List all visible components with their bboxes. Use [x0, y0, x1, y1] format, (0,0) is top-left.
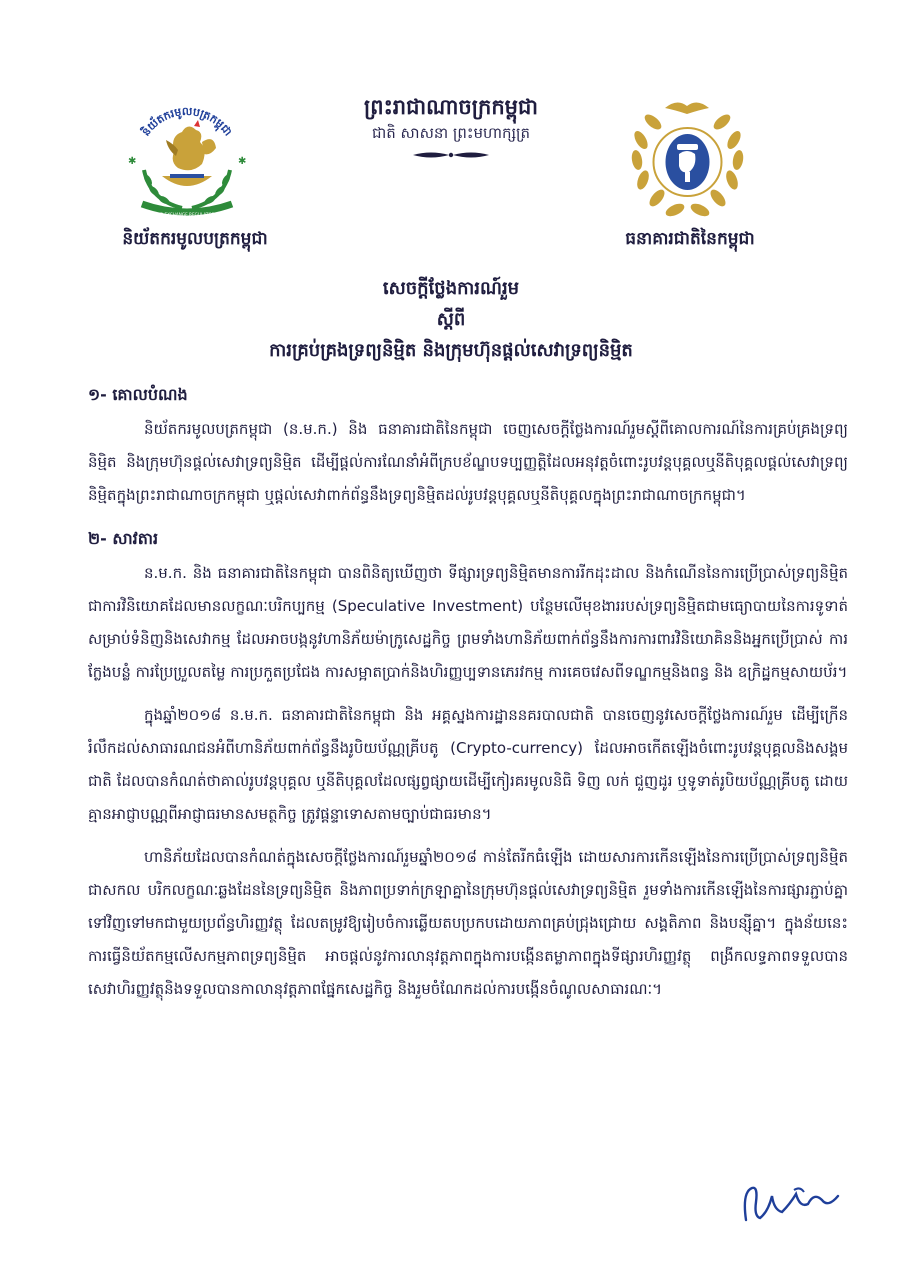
document-title — [100, 272, 802, 368]
left-logo-ring-text: និយ័តករមូលបត្រកម្ពុជា — [139, 104, 235, 139]
section-1-paragraph: និយ័តករមូលបត្រកម្ពុជា (ន.ម.ក.) និង ធនាគារជាតិនៃកម្ពុជា ចេញសេចក្តីថ្លែងការណ៍រួមស្តីពីគោលការណ៍នៃការគ្រប់គ្រងទ្រព្យនិម្មិត និងក្រុមហ៊ុនផ្តល់សេវាទ្រព្យនិម្មិត ដើម្បីផ្តល់ការណែនាំអំពីក្របខ័ណ្ឌបទប្បញ្ញត្តិដែលអនុវត្តចំពោះរូបវន្តបុគ្គលឬនីតិបុគ្គលផ្តល់សេវាទ្រព្យនិម្មិតក្នុងព្រះរាជាណាចក្រកម្ពុជា ឬផ្តល់សេវាពាក់ព័ន្ធនឹងទ្រព្យនិម្មិតដល់រូបវន្តបុគ្គលឬនីតិបុគ្គលក្នុងព្រះរាជាណាចក្រកម្ពុជា។ — [88, 420, 848, 504]
left-logo-banner-text: SECURITIES AND EXCHANGE REGULATOR OF CAMBODIA — [128, 212, 246, 217]
title-line-1: សេចក្តីថ្លែងការណ៍រួម — [382, 278, 520, 299]
section-2-paragraph-3: ហានិភ័យដែលបានកំណត់ក្នុងសេចក្តីថ្លែងការណ៍រួមឆ្នាំ២០១៨ កាន់តែរីកធំឡើង ដោយសារការកើនឡើងនៃការប្រើប្រាស់ទ្រព្យនិម្មិតជាសកល បរិកលក្ខណៈឆ្លងដែននៃទ្រព្យនិម្មិត និងភាពប្រទាក់ក្រឡាគ្នានៃក្រុមហ៊ុនផ្តល់សេវាទ្រព្យនិម្មិត រួមទាំងការកើនឡើងនៃការផ្សារភ្ជាប់គ្នាទៅវិញទៅមកជាមួយប្រព័ន្ធហិរញ្ញវត្ថុ ដែលតម្រូវឱ្យរៀបចំការឆ្លើយតបប្រកបដោយភាពគ្រប់ជ្រុងជ្រោយ សង្គតិភាព និងបន្សុីគ្នា។ ក្នុងន័យនេះ ការធ្វើនិយ័តកម្មលើសកម្មភាពទ្រព្យនិម្មិត អាចផ្តល់នូវការលានុវត្តភាពក្នុងការបង្កើនតម្លាភាពក្នុងទីផ្សារហិរញ្ញវត្ថុ ពង្រីកលទ្ធភាពទទួលបានសេវាហិរញ្ញវត្ថុនិងទទួលបានកាលានុវត្តភាពផ្នែកសេដ្ឋកិច្ច និងរួមចំណែកដល់ការបង្កើនចំណូលសាធារណៈ។ — [88, 848, 848, 998]
title-line-3: ការគ្រប់គ្រងទ្រព្យនិម្មិត និងក្រុមហ៊ុនផ្តល់សេវាទ្រព្យនិម្មិត — [269, 340, 633, 361]
document-body — [88, 378, 848, 1006]
section-2-paragraph-1: ន.ម.ក. និង ធនាគារជាតិនៃកម្ពុជា បានពិនិត្យឃើញថា ទីផ្សារទ្រព្យនិម្មិតមានការរីកដុះដាល និងកំណើននៃការប្រើប្រាស់ទ្រព្យនិម្មិតជាការវិនិយោគដែលមានលក្ខណៈបរិកប្បកម្ម (Speculative Investment) បន្ថែមលើមុខងាររបស់ទ្រព្យនិម្មិតជាមធ្យោបាយនៃការទូទាត់សម្រាប់ទំនិញនិងសេវាកម្ម ដែលអាចបង្កនូវហានិភ័យម៉ាក្រូសេដ្ឋកិច្ច ព្រមទាំងហានិភ័យពាក់ព័ន្ធនឹងការការពារវិនិយោគិននិងអ្នកប្រើប្រាស់ ការក្លែងបន្លំ ការប្រែប្រួលតម្លៃ ការប្រកួតប្រជែង ការសម្អាតប្រាក់និងហិរញ្ញប្បទានភេរវកម្ម ការគេចវេសពីទណ្ឌកម្មនិងពន្ធ និង ឧក្រិដ្ឋកម្មសាយប័រ។ — [88, 564, 848, 681]
left-org-name: និយ័តករមូលបត្រកម្ពុជា — [122, 229, 268, 249]
svg-text:✱: ✱ — [238, 156, 247, 167]
signature-icon — [738, 1182, 848, 1228]
kingdom-heading — [300, 92, 602, 160]
svg-text:✱: ✱ — [128, 156, 137, 167]
rooster-seal-icon — [112, 92, 262, 222]
section-1-heading: ១- គោលបំណង — [88, 385, 188, 404]
divider-ornament-icon — [411, 150, 491, 160]
right-org-name: ធនាគារជាតិនៃកម្ពុជា — [625, 229, 755, 249]
title-line-2: ស្តីពី — [436, 309, 466, 330]
section-2-heading: ២- សាវតារ — [88, 529, 159, 548]
kingdom-motto: ជាតិ សាសនា ព្រះមហាក្សត្រ — [371, 124, 531, 142]
kingdom-title: ព្រះរាជាណាចក្រកម្ពុជា — [363, 95, 538, 119]
wheat-wreath-seal-icon — [615, 92, 760, 227]
section-2-paragraph-2: ក្នុងឆ្នាំ២០១៨ ន.ម.ក. ធនាគារជាតិនៃកម្ពុជា និង អគ្គស្នងការដ្ឋាននគរបាលជាតិ បានចេញនូវសេចក្តីថ្លែងការណ៍រួម ដើម្បីក្រើនរំលឹកដល់សាធារណជនអំពីហានិភ័យពាក់ព័ន្ធនឹងរូបិយប័ណ្ណគ្រីបតូ (Crypto-currency) ដែលអាចកើតឡើងចំពោះរូបវន្តបុគ្គលនិងសង្គមជាតិ ដែលបានកំណត់ថាគាល់រូបវន្តបុគ្គល ឬនីតិបុគ្គលដែលផ្សព្វផ្សាយដើម្បីកៀរគរមូលនិធិ ទិញ លក់ ជួញដូរ ឬទូទាត់រូបិយប័ណ្ណគ្រីបតូ ដោយគ្មានអាជ្ញាបណ្ណពីអាជ្ញាធរមានសមត្ថកិច្ច ត្រូវផ្តន្ទាទោសតាមច្បាប់ជាធរមាន។ — [88, 706, 848, 823]
